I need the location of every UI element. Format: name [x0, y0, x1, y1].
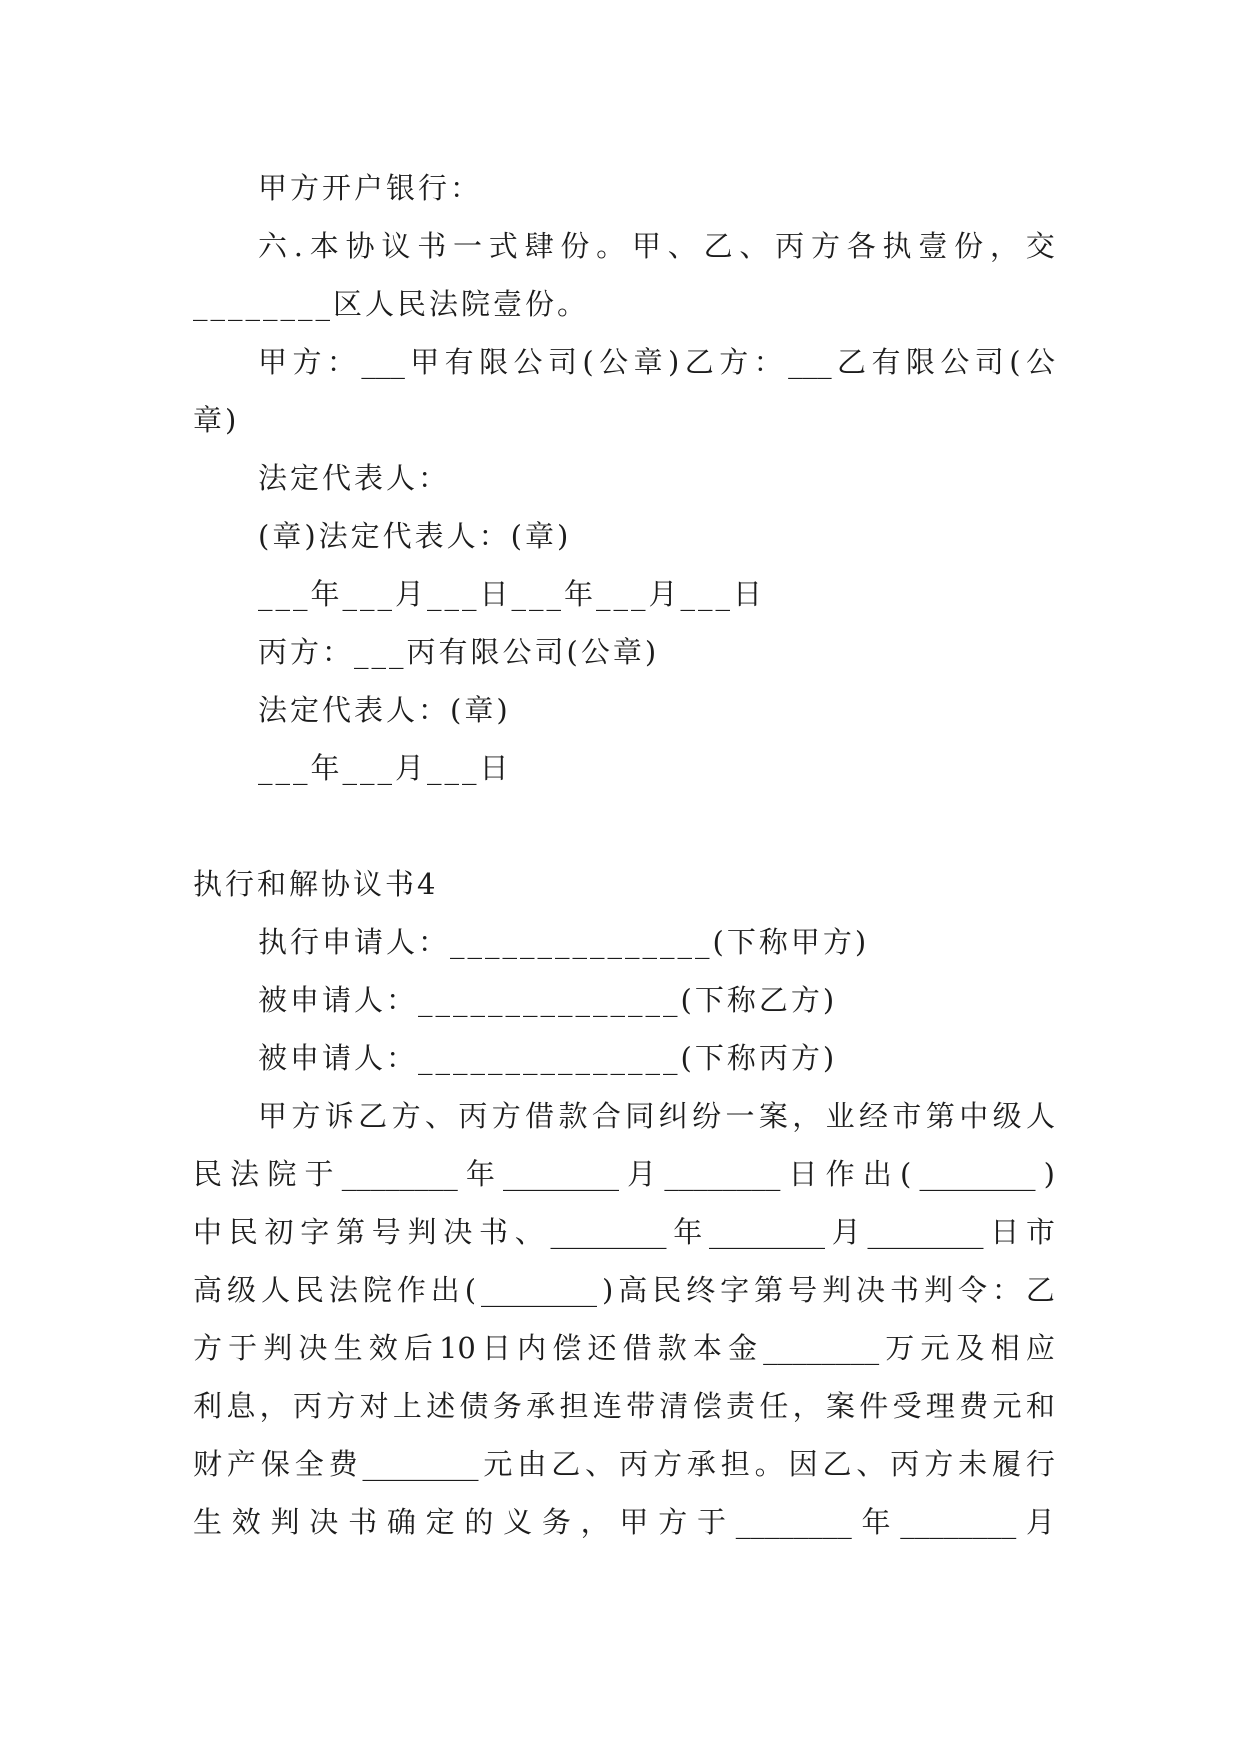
party-c-date-line: ___年___月___日 [258, 751, 512, 785]
parties-signature-line: 甲 方 ： ___ 甲 有 限 公 司 ( 公 章 ) 乙 方 ： ___ 乙 有 限 公 司 ( 公 [258, 345, 1055, 379]
respondent-b-line: 被申请人：_______________(下称乙方) [258, 983, 838, 1017]
respondent-c-line: 被申请人：_______________(下称丙方) [258, 1041, 838, 1075]
bank-line: 甲方开户银行： [258, 171, 483, 205]
legal-rep-line: 法定代表人： [258, 461, 451, 495]
body-line-8: 生 效 判 决 书 确 定 的 义 务 ， 甲 方 于 ________ 年 ________ 月 [193, 1505, 1055, 1539]
body-line-4: 高 级 人 民 法 院 作 出 ( ________ ) 高 民 终 字 第 号 判 决 书 判 令 ： 乙 [193, 1273, 1055, 1307]
body-line-3: 中 民 初 字 第 号 判 决 书 、 ________ 年 ________ 月 ________ 日 市 [193, 1215, 1055, 1249]
seal-continuation-line: 章) [193, 403, 240, 437]
copies-clause-line: 六 . 本 协 议 书 一 式 肆 份 。 甲 、 乙 、 丙 方 各 执 壹 份 ， 交 [258, 229, 1055, 263]
body-line-5: 方 于 判 决 生 效 后 10 日 内 偿 还 借 款 本 金 ________ 万 元 及 相 应 [193, 1331, 1055, 1365]
body-line-1: 甲 方 诉 乙 方 、 丙 方 借 款 合 同 纠 纷 一 案 ， 业 经 市 第 中 级 人 [258, 1099, 1055, 1133]
body-line-6: 利 息 ， 丙 方 对 上 述 债 务 承 担 连 带 清 偿 责 任 ， 案 件 受 理 费 元 和 [193, 1389, 1055, 1423]
section-title: 执行和解协议书4 [193, 867, 439, 901]
body-line-7: 财 产 保 全 费 ________ 元 由 乙 、 丙 方 承 担 。 因 乙 、 丙 方 未 履 行 [193, 1447, 1055, 1481]
seal-legal-rep-line: (章)法定代表人：(章) [258, 519, 572, 553]
court-copy-line: ________区人民法院壹份。 [193, 287, 590, 321]
applicant-line: 执行申请人：_______________(下称甲方) [258, 925, 870, 959]
body-line-2: 民 法 院 于 ________ 年 ________ 月 ________ 日 作 出 ( ________ ) [193, 1157, 1055, 1191]
dates-line: ___年___月___日___年___月___日 [258, 577, 766, 611]
party-c-legal-rep-line: 法定代表人：(章) [258, 693, 511, 727]
party-c-line: 丙方：___丙有限公司(公章) [258, 635, 660, 669]
